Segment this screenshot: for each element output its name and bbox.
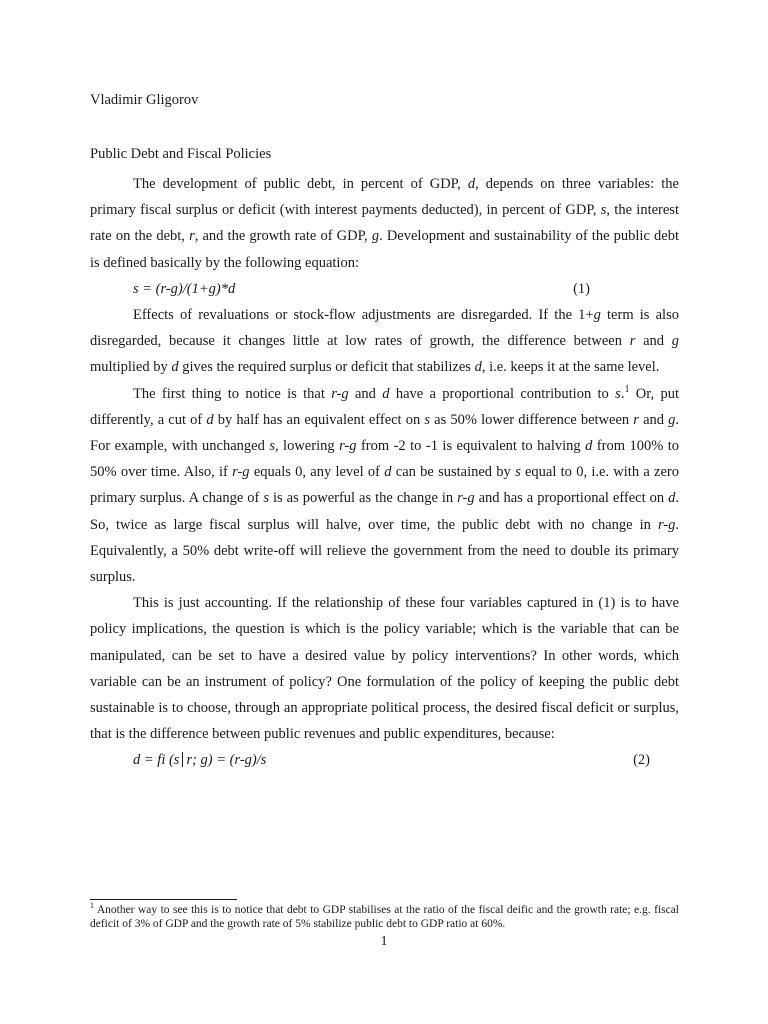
p3-text-d: Or, put differently, a cut of: [90, 385, 679, 428]
p3-text-j: from -2 to -1 is equivalent to halving: [356, 438, 586, 455]
var-r: r: [633, 411, 639, 428]
p3-text-c: have a proportional contribution to: [389, 385, 616, 402]
var-d: d: [206, 411, 214, 428]
p3-text-e: by half has an equivalent effect on: [213, 411, 425, 428]
p3-text-p: and has a proportional effect on: [474, 490, 669, 507]
equation-2-left: d = fi (s: [133, 752, 180, 769]
var-d: d: [171, 359, 179, 376]
p3-text-f: as 50% lower difference between: [430, 411, 634, 428]
p3-text-g: and: [638, 411, 669, 428]
var-d: d: [668, 490, 676, 507]
paragraph-2: [90, 302, 679, 381]
conditional-bar-icon: [182, 752, 183, 767]
footnote: [90, 903, 679, 931]
p1-text-e: . Development and sustainability of the public debt is defined basically by the following equation:: [90, 228, 679, 271]
p3-text-b: and: [348, 385, 383, 402]
p3-text-m: can be sustained by: [391, 464, 516, 481]
p1-text-c: , the interest rate on the debt,: [90, 202, 679, 245]
equation-2-number: (2): [633, 752, 650, 769]
author-name: Vladimir Gligorov: [90, 92, 199, 108]
p2-text-b: term is also disregarded, because it changes little at low rates of growth, the difference between: [90, 307, 679, 350]
p3-text-o: is as powerful as the change in: [269, 490, 458, 507]
var-d: d: [474, 359, 482, 376]
p3-text-i: , lowering: [274, 438, 340, 455]
var-g: g: [671, 333, 679, 350]
var-d: d: [467, 176, 476, 192]
p3-text-r: . Equivalently, a 50% debt write-off will relieve the government from the need to double its primary surplus.: [90, 516, 679, 586]
footnote-reference[interactable]: 1: [624, 383, 630, 395]
paper-title: Public Debt and Fiscal Policies: [90, 146, 272, 162]
var-s: s: [424, 411, 431, 428]
p3-period: .: [620, 385, 625, 402]
p2-text-d: multiplied by: [90, 359, 172, 376]
p2-text-c: and: [635, 333, 672, 350]
footnote-text: Another way to see this is to notice that debt to GDP stabilises at the ratio of the fiscal deific and the growth rate; e.g. fiscal deficit of 3% of GDP and the growth rate of 5% stabilize public debt to GDP ratio at 60%.: [90, 904, 679, 930]
p2-text-a: Effects of revaluations or stock-flow adjustments are disregarded. If the 1+: [133, 307, 594, 324]
page-number: 1: [380, 934, 388, 949]
p1-text-d: , and the growth rate of GDP,: [194, 228, 372, 245]
p1-text-a: The development of public debt, in percent of GDP,: [133, 176, 468, 192]
var-s: s: [269, 438, 275, 455]
equation-2-formula: [133, 747, 266, 773]
main-text: [90, 171, 679, 774]
p3-text-k: from 100% to 50% over time. Also, if: [90, 438, 680, 481]
var-d: d: [384, 464, 392, 481]
p3-text-a: The first thing to notice is that: [133, 385, 332, 402]
var-r-g: r-g: [331, 385, 349, 402]
p3-text-l: equals 0, any level of: [249, 464, 385, 481]
var-d: d: [382, 385, 390, 402]
footnote-divider: [90, 899, 237, 900]
paragraph-3: [90, 381, 679, 591]
footnote-marker: 1: [90, 901, 94, 911]
p2-text-f: , i.e. keeps it at the same level.: [481, 359, 660, 376]
var-g: g: [593, 307, 601, 324]
var-s: s: [515, 464, 521, 481]
var-r-g: r-g: [339, 438, 357, 455]
p3-text-q: . So, twice as large fiscal surplus will halve, over time, the public debt with no change in: [90, 490, 679, 533]
paragraph-4: This is just accounting. If the relationship of these four variables captured in (1) is to have policy implications, the question is which is the policy variable; which is the variable that can be manipulated, can be set to have a desired value by policy interventions? In other words, which variable can be an instrument of policy? One formulation of the policy of keeping the public debt sustainable is to choose, through an appropriate political process, the desired fiscal deficit or surplus, that is the difference between public revenues and public expenditures, because:: [90, 595, 679, 743]
var-r: r: [629, 333, 636, 350]
var-s: s: [615, 385, 621, 402]
p3-text-h: . For example, with unchanged: [90, 411, 680, 455]
var-r-g: r-g: [457, 490, 475, 507]
equation-2: [90, 747, 679, 773]
p2-text-e: gives the required surplus or deficit that stabilizes: [178, 359, 475, 376]
var-s: s: [600, 202, 607, 219]
equation-1-formula: s = (r-g)/(1+g)*d: [133, 280, 236, 297]
var-g: g: [668, 411, 676, 428]
var-s: s: [263, 490, 270, 507]
p3-text-n: equal to 0, i.e. with a zero primary surplus. A change of: [90, 464, 679, 507]
var-r-g: r-g: [657, 516, 676, 533]
var-r-g: r-g: [232, 464, 250, 481]
var-d: d: [585, 438, 593, 455]
equation-1: [90, 276, 679, 302]
p1-text-b: , depends on three variables: the primary fiscal surplus or deficit (with interest payments deducted), in percent of GDP,: [90, 176, 679, 219]
equation-2-right: r; g) = (r-g)/s: [186, 752, 267, 769]
paragraph-1: [90, 171, 679, 276]
var-g: g: [371, 228, 380, 245]
equation-1-number: (1): [573, 280, 590, 297]
var-r: r: [189, 228, 195, 245]
